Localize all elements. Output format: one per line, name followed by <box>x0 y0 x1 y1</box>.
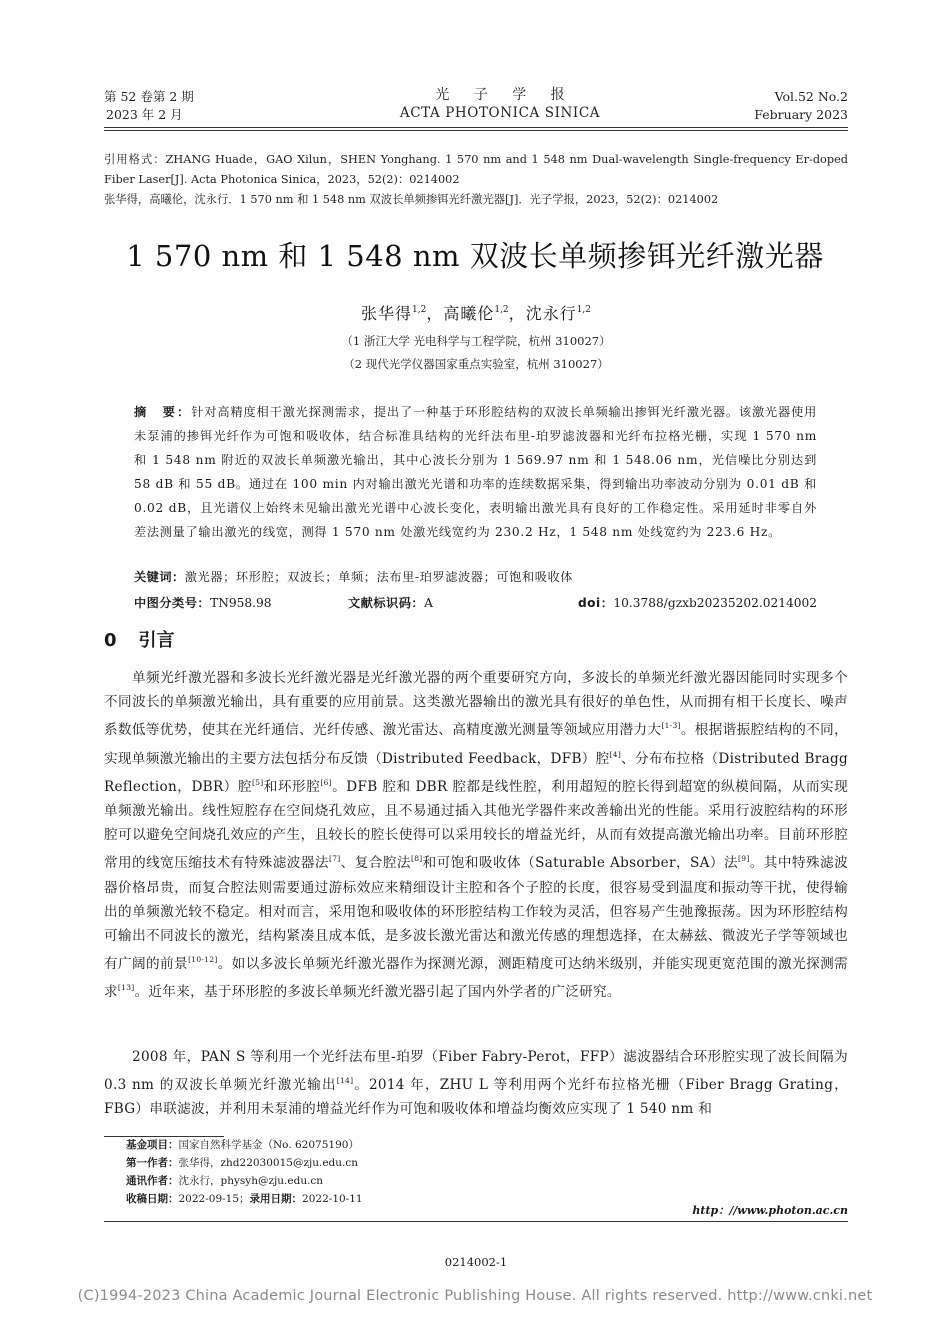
publication-date-en: February 2023 <box>754 107 848 122</box>
body-paragraph-1 <box>104 666 848 1005</box>
citation-ref[interactable]: [6] <box>320 777 332 787</box>
text-run: 、复合腔法 <box>340 855 411 872</box>
footnote-label: 录用日期： <box>249 1193 303 1205</box>
doi-link[interactable]: 10.3788/gzxb20235202.0214002 <box>613 596 817 610</box>
header-rule <box>104 127 848 128</box>
volume-issue-en: Vol.52 No.2 <box>774 89 848 104</box>
citation-en: 引用格式：ZHANG Huade，GAO Xilun，SHEN Yonghang. 1 570 nm and 1 548 nm Dual-wavelength Single-frequency Er-doped Fiber Laser[J]. Acta Photonica Sinica，2023，52(2)：0214002 <box>104 153 848 186</box>
text-run: 。根据谐振腔结构的不同，实现单频激光输出的主要方法包括分布反馈（Distributed Feedback，DFB）腔 <box>104 722 849 767</box>
text-run: 。其中特殊滤波器价格昂贵，而复合腔法则需要通过游标效应来精细设计主腔和各个子腔的长度，很容易受到温度和振动等干扰，使得输出的单频激光较不稳定。相对而言，采用饱和吸收体的环形腔结构工作较为灵活，但容易产生弛豫振荡。因为环形腔结构可输出不同波长的激光，结构紧凑且成本低，是多波长激光雷达和激光传感的理想选择，在太赫兹、微波光子学等领域也有广阔的前景 <box>104 855 848 973</box>
citation-ref[interactable]: [14] <box>336 1076 354 1086</box>
text-run: 和环形腔 <box>263 778 321 795</box>
author-name: 张华得 <box>360 304 412 323</box>
text-run: 。近年来，基于环形腔的多波长单频光纤激光器引起了国内外学者的广泛研究。 <box>134 984 621 1001</box>
classification-line <box>134 594 817 611</box>
citation-ref[interactable]: [5] <box>252 777 264 787</box>
affiliation-2: （2 现代光学仪器国家重点实验室，杭州 310027） <box>343 357 609 371</box>
text-run: 。2014 年，ZHU L 等利用两个光纤布拉格光栅（Fiber Bragg Grating，FBG）串联滤波，并利用未泵浦的增益光纤作为可饱和吸收体和增益均衡效应实现了 1 540 nm 和 <box>104 1077 848 1118</box>
author-affiliation-mark: 1,2 <box>411 305 427 315</box>
author-affiliation-mark: 1,2 <box>494 305 509 315</box>
body-paragraph-2 <box>104 1045 848 1122</box>
footnote-text: 2022-09-15； <box>178 1193 250 1205</box>
footnote-label: 通讯作者： <box>126 1175 179 1187</box>
text-run: 单频光纤激光器和多波长光纤激光器是光纤激光器的两个重要研究方向，多波长的单频光纤激光器因能同时实现多个不同波长的单频激光输出，具有重要的应用前景。这类激光器输出的激光具有很好的单色性，从而拥有相干长度长、噪声系数低等优势，使其在光纤通信、光纤传感、激光雷达、高精度激光测量等领域应用潜力大 <box>104 670 848 739</box>
running-header-right <box>754 88 848 124</box>
text-run: 。DFB 腔和 DBR 腔都是线性腔，利用超短的腔长得到超宽的纵模间隔，从而实现单频激光输出。线性短腔存在空间烧孔效应，且不易通过插入其他光学器件来改善输出光的性能。采用行波腔结构的环形腔可以避免空间烧孔效应的产生，且较长的腔长使得可以采用较长的增益光纤，从而有效提高激光输出功率。目前环形腔常用的线宽压缩技术有特殊滤波器法 <box>104 778 849 872</box>
section-title: 引言 <box>138 630 175 651</box>
journal-name-cn: 光 子 学 报 <box>435 87 575 103</box>
citation-ref[interactable]: [9] <box>738 854 750 864</box>
header-rule-thin <box>104 130 848 131</box>
text-run: 、分布布拉格（Distributed Bragg Reflection，DBR）腔 <box>104 750 848 795</box>
footnote-corresponding-author <box>126 1172 363 1190</box>
doc-code: A <box>424 596 433 610</box>
citation-block <box>104 150 848 210</box>
clc-code: TN958.98 <box>210 596 272 610</box>
citation-ref[interactable]: [4] <box>609 749 622 759</box>
footnote-text: 2022-10-11 <box>302 1193 363 1205</box>
footnote-label: 基金项目： <box>126 1139 179 1151</box>
copyright-notice: (C)1994-2023 China Academic Journal Electronic Publishing House. All rights reserved. http://www.cnki.net <box>77 1288 873 1304</box>
footnote-text: 国家自然科学基金（No. 62075190） <box>178 1139 359 1151</box>
footer-rule <box>104 1221 848 1222</box>
keywords-label: 关键词： <box>134 570 185 584</box>
journal-name-en: ACTA PHOTONICA SINICA <box>399 105 601 121</box>
publication-date-cn: 2023 年 2 月 <box>106 107 183 122</box>
footnote-dates <box>126 1190 363 1208</box>
footnote-first-author <box>126 1154 363 1172</box>
paper-title: 1 570 nm 和 1 548 nm 双波长单频掺铒光纤激光器 <box>126 239 824 273</box>
running-header-center <box>375 86 625 122</box>
section-number: 0 <box>104 630 117 651</box>
citation-ref[interactable]: [1-3] <box>661 721 681 731</box>
citation-ref[interactable]: [13] <box>117 983 135 993</box>
running-header-left <box>104 88 194 124</box>
keywords <box>134 568 817 585</box>
keywords-text: 激光器；环形腔；双波长；单频；法布里-珀罗滤波器；可饱和吸收体 <box>184 570 574 584</box>
abstract <box>134 400 817 544</box>
text-run: 。如以多波长单频光纤激光器作为探测光源，测距精度可达纳米级别，并能实现更宽范围的激光探测需求 <box>104 956 848 1001</box>
clc-label: 中图分类号： <box>134 596 211 610</box>
affiliation-1: （1 浙江大学 光电科学与工程学院，杭州 310027） <box>341 334 611 348</box>
author-name: 沈永行 <box>525 304 577 323</box>
citation-ref[interactable]: [10-12] <box>188 955 218 965</box>
volume-issue: 第 52 卷第 2 期 <box>104 89 194 104</box>
citation-cn: 张华得，高曦伦，沈永行．1 570 nm 和 1 548 nm 双波长单频掺铒光纤激光器[J]．光子学报，2023，52(2)：0214002 <box>104 193 719 206</box>
footnote-label: 第一作者： <box>126 1157 179 1169</box>
section-heading <box>104 626 175 652</box>
journal-url[interactable]: http：//www.photon.ac.cn <box>692 1204 848 1217</box>
author-affiliation-mark: 1,2 <box>576 305 592 315</box>
footnote-text: 沈永行，physyh@zju.edu.cn <box>178 1175 324 1187</box>
citation-ref[interactable]: [8] <box>410 854 423 864</box>
footnote-text: 张华得，zhd22030015@zju.edu.cn <box>178 1157 359 1169</box>
abstract-label: 摘 要： <box>134 405 192 419</box>
abstract-text: 针对高精度相干激光探测需求，提出了一种基于环形腔结构的双波长单频输出掺铒光纤激光器。该激光器使用未泵浦的掺铒光纤作为可饱和吸收体，结合标准具结构的光纤法布里-珀罗滤波器和光纤布拉格光栅，实现 1 570 nm 和 1 548 nm 附近的双波长单频激光输出，其中心波长分别为 1 569.97 nm 和 1 548.06 nm，光信噪比分别达到 58 dB 和 55 dB。通过在 100 min 内对输出激光光谱和功率的连续数据采集，得到输出功率波动分别为 0.01 dB 和 0.02 dB，且光谱仪上始终未见输出激光光谱中心波长变化，表明输出激光具有良好的工作稳定性。采用延时非零自外差法测量了输出激光的线宽，测得 1 570 nm 处激光线宽约为 230.2 Hz，1 548 nm 处线宽约为 223.6 Hz。 <box>134 405 817 539</box>
doc-code-label: 文献标识码： <box>348 596 425 610</box>
footnote-label: 收稿日期： <box>126 1193 179 1205</box>
author-list: 张华得$^{1,2}$，高曦伦$^{1,2}$，沈永行$^{1,2}$ <box>360 304 592 323</box>
footnotes <box>126 1136 363 1208</box>
page-number: 0214002-1 <box>444 1255 508 1269</box>
doi-label: doi： <box>577 596 614 610</box>
text-run: 和可饱和吸收体（Saturable Absorber，SA）法 <box>422 855 739 872</box>
footnote-funding <box>126 1136 363 1154</box>
text-run: 2008 年，PAN S 等利用一个光纤法布里-珀罗（Fiber Fabry-Perot，FFP）滤波器结合环形腔实现了波长间隔为 0.3 nm 的双波长单频光纤激光输出 <box>104 1049 848 1094</box>
citation-ref[interactable]: [7] <box>328 854 341 864</box>
author-name: 高曦伦 <box>443 304 495 323</box>
